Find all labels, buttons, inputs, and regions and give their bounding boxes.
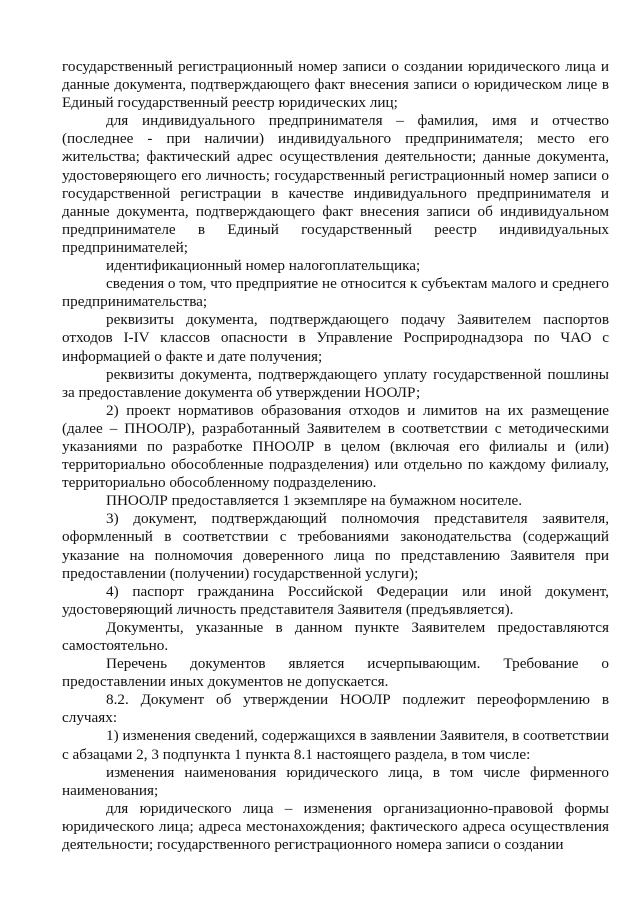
paragraph: для индивидуального предпринимателя – фамилия, имя и отчество (последнее - при наличии) индивидуального предпринимателя; место его жительства; фактический адрес осуществления деятельности; данные документа, удостоверяющего его личность; государственный регистрационный номер записи о государственной регистрации в качестве индивидуального предпринимателя и данные документа, подтверждающего факт внесения записи об индивидуальном предпринимателе в Единый государственный реестр индивидуальных предпринимателей; — [62, 112, 609, 256]
paragraph: идентификационный номер налогоплательщика; — [106, 257, 421, 275]
paragraph: ПНООЛР предоставляется 1 экземпляре на бумажном носителе. — [106, 492, 523, 510]
paragraph: 8.2. Документ об утверждении НООЛР подлежит переоформлению в случаях: — [62, 691, 609, 727]
document-page — [62, 58, 609, 854]
paragraph: реквизиты документа, подтверждающего уплату государственной пошлины за предоставление документа об утверждении НООЛР; — [62, 365, 609, 401]
paragraph: Перечень документов является исчерпывающим. Требование о предоставлении иных документов не допускается. — [62, 655, 609, 691]
paragraph: Документы, указанные в данном пункте Заявителем предоставляются самостоятельно. — [62, 618, 609, 654]
paragraph: для юридического лица – изменения организационно-правовой формы юридического лица; адреса местонахождения; фактического адреса осуществления деятельности; государственного регистрационного номера записи о создании — [62, 799, 609, 854]
paragraph: 1) изменения сведений, содержащихся в заявлении Заявителя, в соответствии с абзацами 2, 3 подпункта 1 пункта 8.1 настоящего раздела, в том числе: — [62, 727, 609, 763]
paragraph: реквизиты документа, подтверждающего подачу Заявителем паспортов отходов I-IV классов опасности в Управление Росприроднадзора по ЧАО с информацией о факте и дате получения; — [62, 311, 609, 365]
paragraph: государственный регистрационный номер записи о создании юридического лица и данные документа, подтверждающего факт внесения записи о юридическом лице в Единый государственный реестр юридических лиц; — [62, 58, 609, 112]
paragraph: 4) паспорт гражданина Российской Федерации или иной документ, удостоверяющий личность представителя Заявителя (предъявляется). — [62, 582, 609, 618]
paragraph: изменения наименования юридического лица, в том числе фирменного наименования; — [62, 763, 609, 799]
paragraph: 3) документ, подтверждающий полномочия представителя заявителя, оформленный в соответствии с требованиями законодательства (содержащий указание на полномочия доверенного лица по представлению Заявителя при предоставлении (получении) государственной услуги); — [62, 510, 609, 582]
paragraph: 2) проект нормативов образования отходов и лимитов на их размещение (далее – ПНООЛР), разработанный Заявителем в соответствии с методическими указаниями по разработке ПНООЛР в целом (включая его филиалы и (или) территориально обособленные подразделения) или отдельно по каждому филиалу, территориально обособленному подразделению. — [62, 401, 609, 492]
paragraph: сведения о том, что предприятие не относится к субъектам малого и среднего предпринимательства; — [62, 275, 609, 311]
